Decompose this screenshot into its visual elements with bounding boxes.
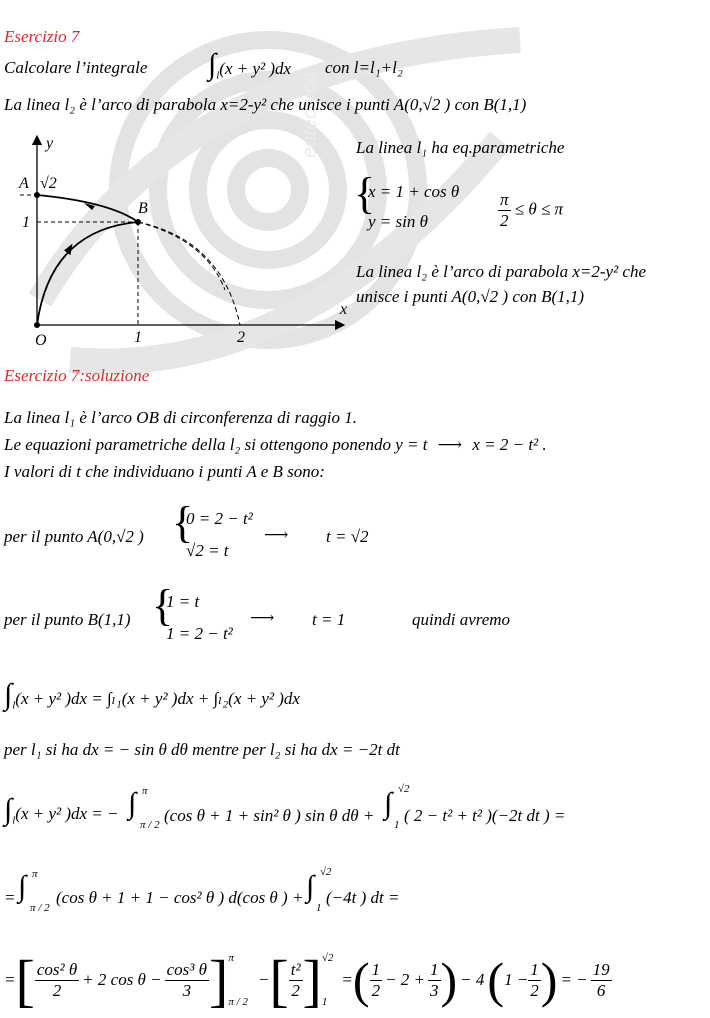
label-sqrt2: √2: [40, 175, 57, 192]
side-l2-line2: unisce i punti A(0,√2 ) con B(1,1): [356, 287, 585, 306]
side-l2-line1: La linea l₂ è l’arco di parabola x=2-y² che: [356, 262, 647, 281]
label-O: O: [35, 332, 47, 349]
circle-arc: [37, 222, 138, 325]
solution-p2: Le equazioni parametriche della l₂ si ottengono ponendo y = t ⟶ x = 2 − t² .: [4, 435, 547, 454]
label-y: y: [46, 135, 54, 152]
label-two-x: 2: [237, 329, 245, 346]
parabola-arc-figure: [0, 130, 360, 350]
label-x: x: [340, 301, 348, 318]
prompt-integral: $\int_l(x + y^2$ )dx: [208, 48, 292, 82]
label-A: A: [19, 175, 29, 192]
label-B: B: [138, 200, 148, 217]
parabola-arc: [37, 195, 138, 222]
dx-line: per l₁ si ha dx = − sin θ dθ mentre per l₂ si ha dx = −2t dt: [4, 740, 400, 759]
label-one-x: 1: [134, 329, 142, 346]
side-range: $\frac{\pi}{2}$ ≤ θ ≤ π: [500, 190, 564, 230]
split-integral: $\int_l(x + y^2$ )dx = ∫ₗ₁(x + y² )dx + ∫ₗ₂(x + y² )dx: [4, 678, 300, 712]
prompt-prefix: Calcolare l’integrale: [4, 58, 148, 77]
exercise-line2: La linea l₂ è l’arco di parabola x=2-y² che unisce i punti A(0,√2 ) con B(1,1): [4, 95, 527, 114]
solution-p1: La linea l₁ è l’arco OB di circonferenza di raggio 1.: [4, 408, 357, 427]
pointA-result: t = √2: [326, 527, 369, 546]
label-one-y: 1: [22, 214, 30, 231]
pointB-result: t = 1: [312, 610, 346, 629]
exercise-prompt: [4, 58, 147, 78]
exercise-title: Esercizio 7: [4, 27, 80, 46]
quindi-avremo: quindi avremo: [412, 610, 511, 629]
prompt-suffix: con l=l₁+l₂: [325, 58, 403, 77]
pointB-label: per il punto B(1,1): [4, 610, 131, 629]
big-equation-1: $\int_l(x + y^2$ )dx = −: [4, 793, 119, 827]
side-eq1: x = 1 + cos θ: [368, 182, 460, 201]
side-eq2: y = sin θ: [368, 212, 428, 231]
solution-title: Esercizio 7:soluzione: [4, 366, 150, 385]
watermark-text: eutecnica: [299, 72, 321, 158]
pointA-label: per il punto A(0,√2 ): [4, 527, 144, 546]
solution-p3: I valori di t che individuano i punti A e B sono:: [4, 462, 325, 481]
side-l1-intro: La linea l₁ ha eq.parametriche: [356, 138, 565, 157]
final-equation: = [ $\frac{\text{cos² θ}}{2}$ + 2 cos θ − $\frac{\text{cos³ θ}}{3}$ ] π π / 2 − [ $\frac{\text{t²}}{2}$ ] √2 1 = ( $\frac{1}{2}$ − 2 + $\frac{1}{3}$ ) − 4 ( 1 − $\frac{1}{2}$ ) = − $\frac{19}{6}$: [4, 947, 610, 1013]
